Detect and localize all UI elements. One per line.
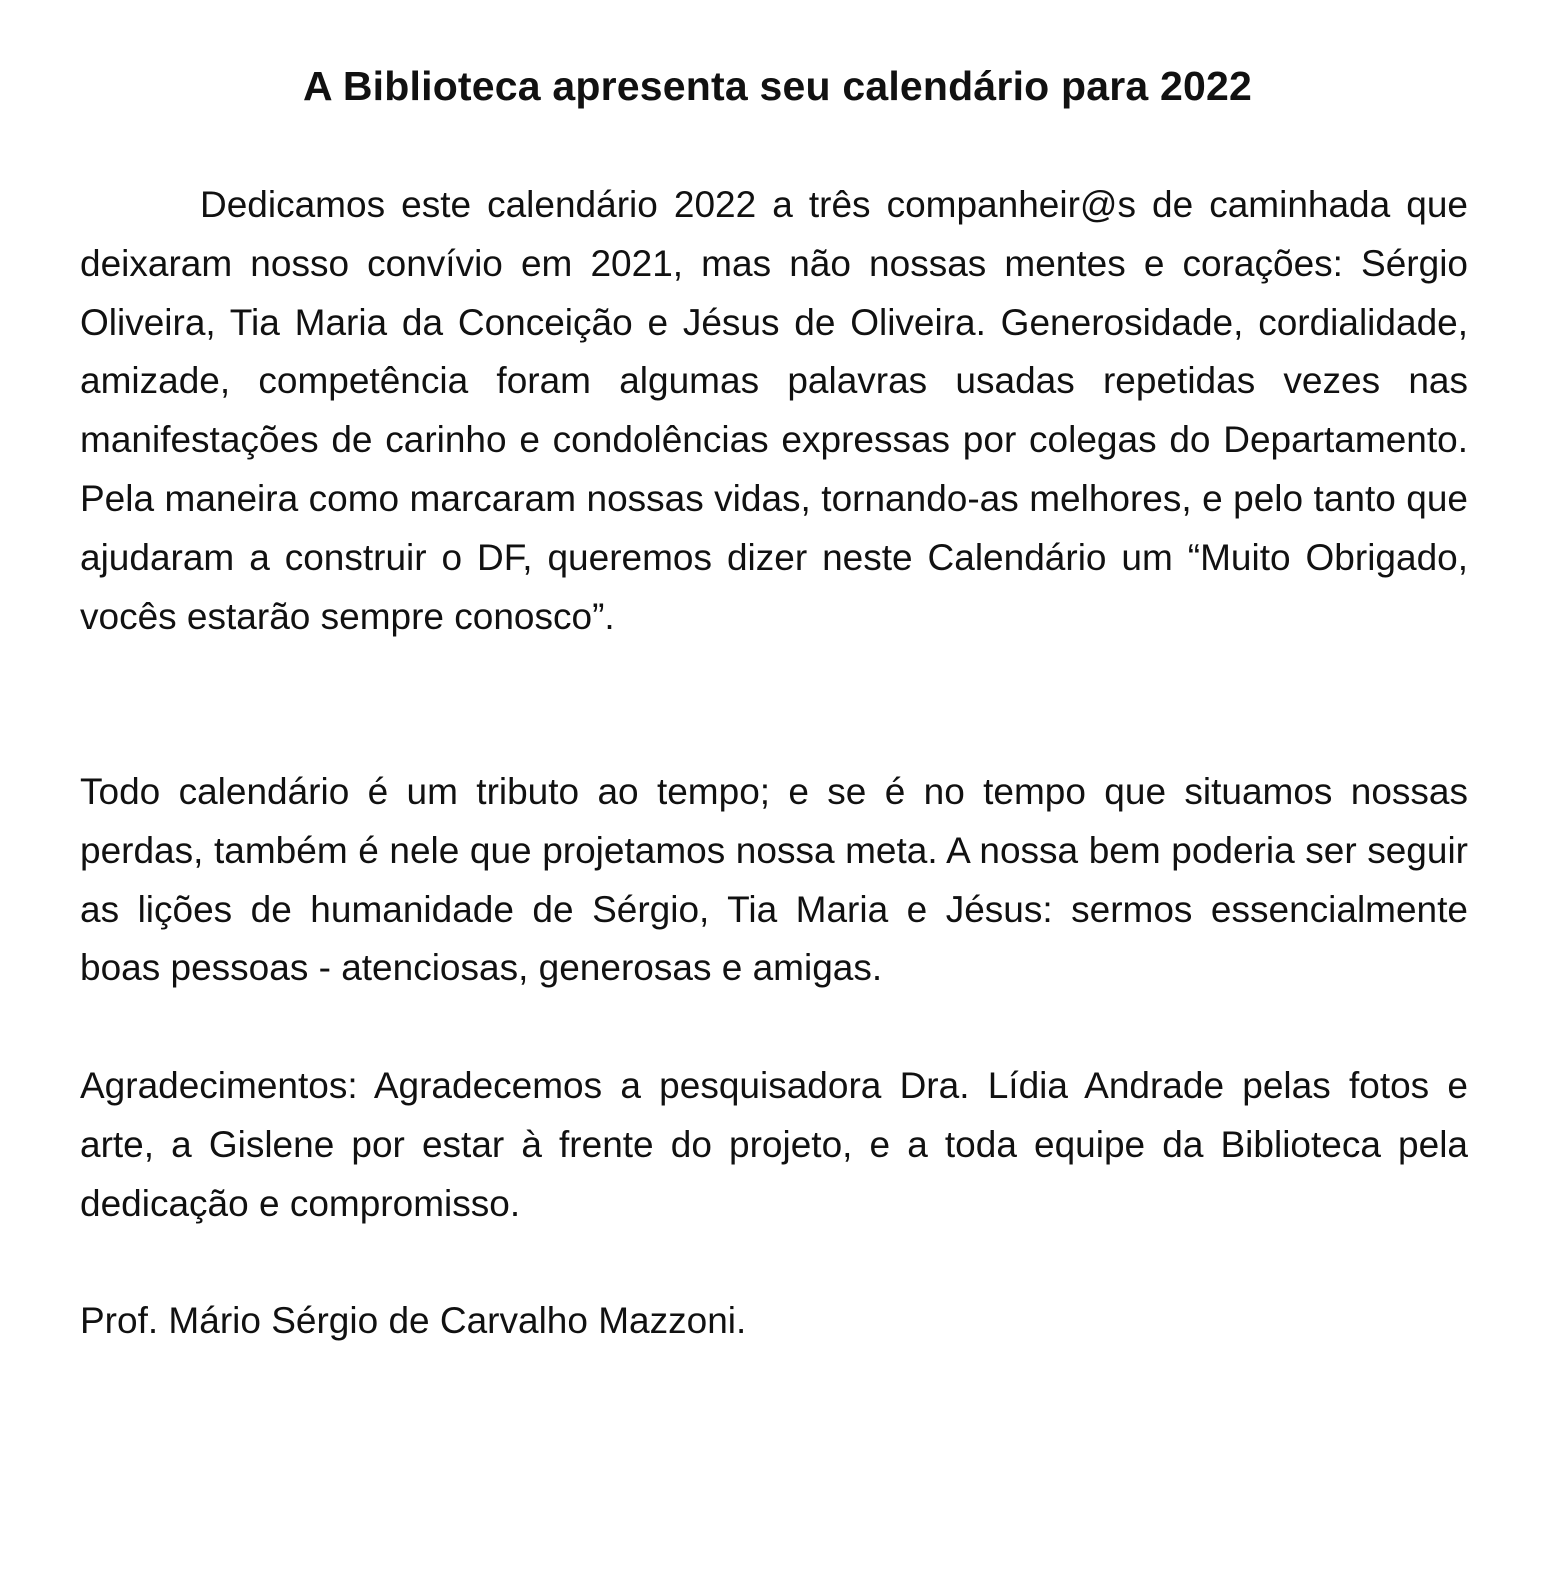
tribute-paragraph: Todo calendário é um tributo ao tempo; e se é no tempo que situamos nossas perdas, também é nele que projetamos nossa meta. A nossa bem poderia ser seguir as lições de humanidade de Sérgio, Tia Maria e Jésus: sermos essencialmente boas pessoas - atenciosas, generosas e amigas. <box>80 771 1468 989</box>
dedication-paragraph: Dedicamos este calendário 2022 a três companheir@s de caminhada que deixaram nosso convívio em 2021, mas não nossas mentes e corações: Sérgio Oliveira, Tia Maria da Conceição e Jésus de Oliveira. Generosidade, cordialidade, amizade, competência foram algumas palavras usadas repetidas vezes nas manifestações de carinho e condolências expressas por colegas do Departamento. Pela maneira como marcaram nossas vidas, tornando-as melhores, e pelo tanto que ajudaram a construir o DF, queremos dizer neste Calendário um “Muito Obrigado, vocês estarão sempre conosco”. <box>80 184 1468 637</box>
signature: Prof. Mário Sérgio de Carvalho Mazzoni. <box>80 1300 747 1341</box>
document-title: A Biblioteca apresenta seu calendário para 2022 <box>302 63 1253 109</box>
acknowledgements-paragraph: Agradecimentos: Agradecemos a pesquisadora Dra. Lídia Andrade pelas fotos e arte, a Gislene por estar à frente do projeto, e a toda equipe da Biblioteca pela dedicação e compromisso. <box>80 1065 1468 1224</box>
